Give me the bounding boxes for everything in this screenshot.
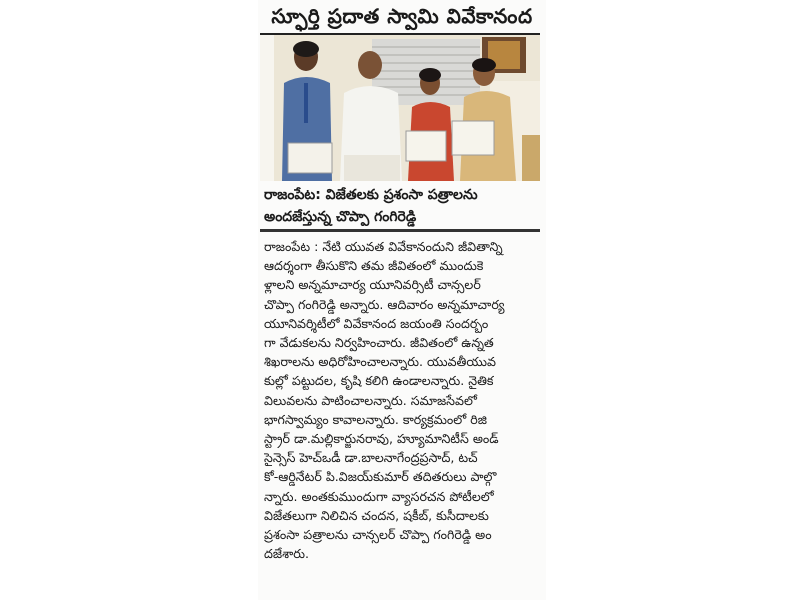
article-headline: స్ఫూర్తి ప్రదాత స్వామి వివేకానంద — [271, 4, 533, 28]
body-line: గా వేడుకలను నిర్వహించారు. జీవితంలో ఉన్నత — [264, 335, 494, 351]
newspaper-clipping — [258, 0, 546, 600]
article-body — [264, 237, 542, 563]
body-line: ఆదర్శంగా తీసుకొని తమ జీవితంలో ముందుకె — [264, 258, 484, 274]
photo-illustration — [260, 35, 540, 181]
body-line: ప్రశంసా పత్రాలను చాన్సలర్ చొప్పా గంగిరెడ్డి అం — [264, 527, 492, 543]
body-line: ళ్లాలని అన్నమాచార్య యూనివర్సిటీ చాన్సలర్ — [264, 277, 481, 293]
caption-line: అందజేస్తున్న చొప్పా గంగిరెడ్డి — [264, 209, 417, 225]
divider — [260, 229, 540, 232]
body-line: భాగస్వామ్యం కావాలన్నారు. కార్యక్రమంలో రిజి — [264, 411, 487, 427]
body-line: కో-ఆర్డినేటర్ పి.విజయ్‌కుమార్ తదితరులు పాల్గొ — [264, 469, 497, 485]
body-line: స్ట్రార్ డా.మల్లికార్జునరావు, హ్యూమానిటీస్ అండ్ — [264, 431, 499, 447]
body-line: శిఖరాలను అధిరోహించాలన్నారు. యువతీయువ — [264, 354, 496, 370]
body-line: విజేతలుగా నిలిచిన చందన, షకీబ్, కుసీదాలకు — [264, 507, 489, 523]
caption-line: రాజంపేట: విజేతలకు ప్రశంసా పత్రాలను — [264, 187, 478, 203]
body-line: రాజంపేట : నేటి యువత వివేకానందుని జీవితాన్ని — [264, 239, 503, 254]
body-line: కుల్లో పట్టుదల, కృషి కలిగి ఉండాలన్నారు. నైతిక — [264, 373, 494, 389]
body-line: దజేశారు. — [264, 546, 310, 562]
body-line: సైన్సెస్ హెచ్ఒడీ డా.బాలనాగేంద్రప్రసాద్, టచ్ — [264, 450, 478, 466]
body-line: న్నారు. అంతకుముందుగా వ్యాసరచన పోటీలలో — [264, 488, 494, 504]
article-photo — [260, 33, 540, 181]
body-line: చొప్పా గంగిరెడ్డి అన్నారు. ఆదివారం అన్నమాచార్య — [264, 296, 505, 312]
body-line: విలువలను పాటించాలన్నారు. సమాజసేవలో — [264, 392, 477, 408]
photo-caption — [264, 184, 542, 228]
body-line: యూనివర్శిటీలో వివేకానంద జయంతి సందర్భం — [264, 315, 489, 331]
